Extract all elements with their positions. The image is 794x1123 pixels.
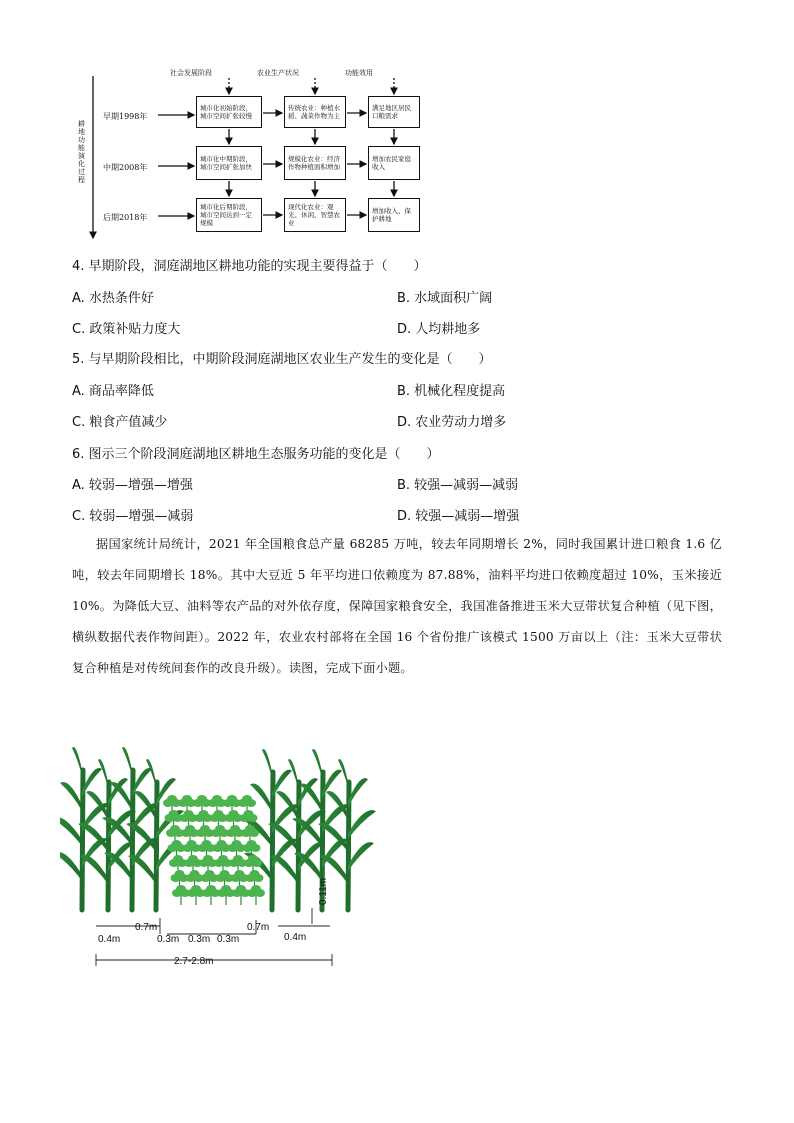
question-4-option-a[interactable]: A. 水热条件好 bbox=[72, 291, 154, 306]
passage bbox=[72, 529, 722, 684]
box-late-agri: 现代化农业：观光、休闲、智慧农业 bbox=[284, 198, 346, 232]
label-total-width: 2.7-2.8m bbox=[174, 956, 214, 967]
question-5-option-c[interactable]: C. 粮食产值减少 bbox=[72, 415, 168, 430]
stage-late: 后期2018年 bbox=[103, 213, 148, 222]
label-soy-03-c: 0.3m bbox=[217, 934, 240, 945]
box-middle-agri: 规模化农业：经济作物种植面积增加 bbox=[284, 146, 346, 180]
question-4-option-b[interactable]: B. 水域面积广阔 bbox=[397, 291, 493, 306]
header-agri-status: 农业生产状况 bbox=[257, 69, 299, 77]
question-6-option-d[interactable]: D. 较强—减弱—增强 bbox=[397, 509, 520, 524]
label-row-04-right: 0.4m bbox=[284, 932, 307, 943]
question-5-stem: 5. 与早期阶段相比，中期阶段洞庭湖地区农业生产发生的变化是（ ） bbox=[72, 352, 492, 367]
header-social-stage: 社会发展阶段 bbox=[170, 69, 212, 77]
box-early-function: 满足地区居民口粮需求 bbox=[368, 96, 420, 128]
label-row-04-left: 0.4m bbox=[98, 934, 121, 945]
question-6-stem: 6. 图示三个阶段洞庭湖地区耕地生态服务功能的变化是（ ） bbox=[72, 447, 440, 462]
question-6-option-b[interactable]: B. 较强—减弱—减弱 bbox=[397, 478, 519, 493]
stage-early: 早期1998年 bbox=[103, 112, 148, 121]
box-middle-function: 增加农民家庭收入 bbox=[368, 146, 420, 180]
label-height-011: 0.11m bbox=[318, 877, 329, 905]
question-6-option-c[interactable]: C. 较弱—增强—减弱 bbox=[72, 509, 194, 524]
question-4-stem: 4. 早期阶段，洞庭湖地区耕地功能的实现主要得益于（ ） bbox=[72, 259, 427, 274]
stage-middle: 中期2008年 bbox=[103, 163, 148, 172]
question-4-option-d[interactable]: D. 人均耕地多 bbox=[397, 322, 481, 337]
question-5-option-a[interactable]: A. 商品率降低 bbox=[72, 384, 154, 399]
label-soy-03-a: 0.3m bbox=[157, 934, 180, 945]
box-middle-social: 城市化中期阶段，城市空间扩张加快 bbox=[196, 146, 262, 180]
box-early-social: 城市化初始阶段，城市空间扩张较慢 bbox=[196, 96, 262, 128]
label-soy-03-b: 0.3m bbox=[188, 934, 211, 945]
question-6-option-a[interactable]: A. 较弱—增强—增强 bbox=[72, 478, 193, 493]
box-late-social: 城市化后期阶段，城市空间达到一定规模 bbox=[196, 198, 262, 232]
question-4-option-c[interactable]: C. 政策补贴力度大 bbox=[72, 322, 181, 337]
passage-text: 据国家统计局统计，2021 年全国粮食总产量 68285 万吨，较去年同期增长 2%，同时我国累计进口粮食 1.6 亿吨，较去年同期增长 18%。其中大豆近 5 年平均进口依赖度为 87.88%，油料平均进口依赖度超过 10%，玉米接近 10%。为降低大豆、油料等农产品的对外依存度，保障国家粮食安全，我国准备推进玉米大豆带状复合种植（见下图，横纵数据代表作物间距）。2022 年，农业农村部将在全国 16 个省份推广该模式 1500 万亩以上（注：玉米大豆带状复合种植是对传统间套作的改良升级）。读图，完成下面小题。 bbox=[72, 537, 722, 675]
label-gap-07-left: 0.7m bbox=[135, 922, 158, 933]
label-gap-07-right: 0.7m bbox=[247, 922, 270, 933]
flowchart-arrows bbox=[0, 0, 794, 260]
question-5-option-d[interactable]: D. 农业劳动力增多 bbox=[397, 415, 507, 430]
header-function: 功能效用 bbox=[345, 69, 373, 77]
flowchart-side-label: 耕地功能演化过程 bbox=[78, 120, 85, 184]
question-5-option-b[interactable]: B. 机械化程度提高 bbox=[397, 384, 506, 399]
box-early-agri: 传统农业：种植水稻、蔬菜作物为主 bbox=[284, 96, 346, 128]
box-late-function: 增加收入、保护耕地 bbox=[368, 198, 420, 232]
